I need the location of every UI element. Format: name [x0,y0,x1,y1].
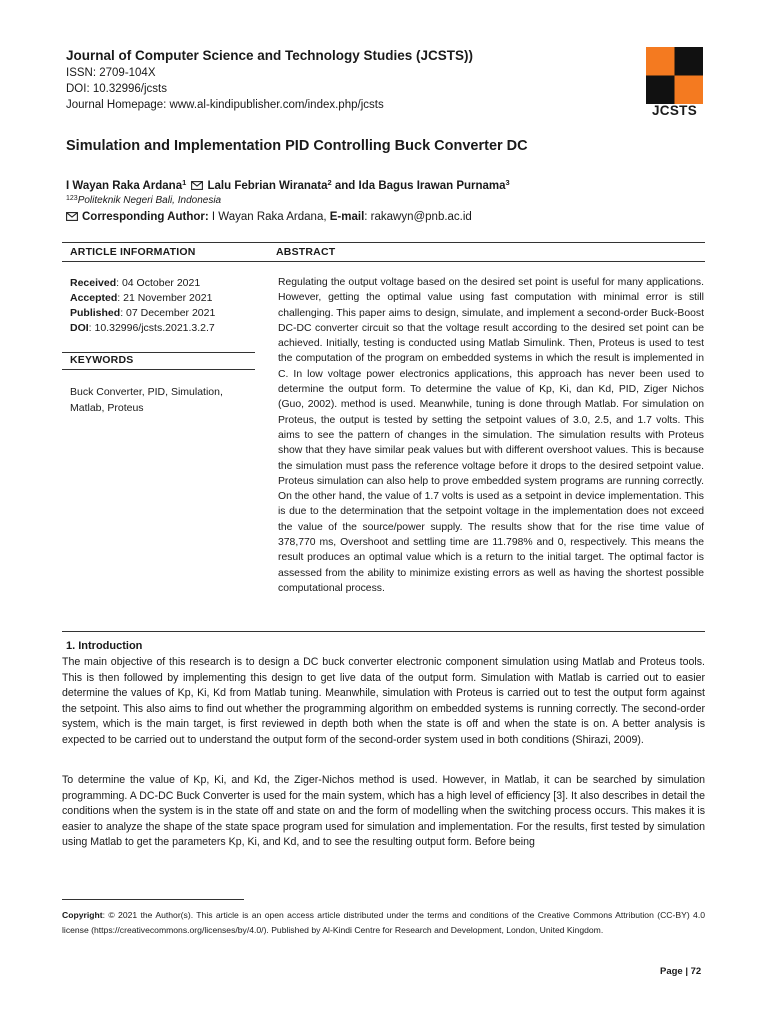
keywords-line-1: Buck Converter, PID, Simulation, [70,386,223,398]
accepted-date: Accepted: 21 November 2021 [70,292,213,304]
journal-logo [646,47,703,104]
affiliation-sup: 123 [66,195,78,202]
footnote-divider [62,899,244,900]
affiliation [66,195,221,206]
article-info-heading: ARTICLE INFORMATION [70,246,196,258]
author-3-name: Ida Bagus Irawan Purnama [358,180,506,192]
affiliation-text: Politeknik Negeri Bali, Indonesia [77,195,222,206]
author-2-name: Lalu Febrian Wiranata [207,180,328,192]
paper-title: Simulation and Implementation PID Controlling Buck Converter DC [66,138,528,154]
intro-paragraph-2: To determine the value of Kp, Ki, and Kd, the Ziger-Nichos method is used. However, in Matlab, it can be searched by simulation programming. A DC-DC Buck Converter is used for the main system, which has a high level of efficiency [3]. It also describes in detail the conditions when the system is in the state off and state on and the form of modelling when the switching process occurs. This makes it is easier to analyze the shape of the state space program used for simulation and implementation. For the results, first tested by simulation using Matlab to get the parameters Kp, Ki, and Kd, and to see the resulting output form. Before being [62,774,705,849]
author-1-name: I Wayan Raka Ardana [66,180,183,192]
envelope-icon[interactable] [66,212,78,221]
article-doi[interactable]: DOI: 10.32996/jcsts.2021.3.2.7 [70,322,215,334]
divider-keywords-bottom [62,369,255,370]
received-date: Received: 04 October 2021 [70,277,201,289]
abstract-text: Regulating the output voltage based on the desired set point is useful for many applications. However, getting the optimal value using fast computation with minimal error is still challenging. This paper aims to design, simulate, and implement a second-order Buck-Boost DC-DC converter circuit so that the voltage result according to the desired set point can be achieved. Initially, testing is conducted using Matlab Simulink. Then, Proteus is used to test the computation of the program on embedded systems in which the result is implemented in C. In low voltage power electronics applications, this approach has never been used to determine the output form. To determine the value of Kp, Ki, dan Kd, PID, Ziger Nichos (Guo, 2002). method is used. Meanwhile, tuning is done through Matlab. For simulation on Proteus, the output is tested by setting the setpoint values of 3.0, 2.5, and 1.7 volts. This aims to see the pattern of changes in the simulation. The simulation results with Proteus show that they have similar peak values but with different overshoot values. This is because the simulation must pass the reference voltage before it drops to the desired setpoint value. Proteus simulation can also help to prove embedded system programs are running correctly. On the other hand, the value of 1.7 volts is used as a setpoint in device implementation. This is due to the determination that the setpoint voltage in the implementation does not exceed the value of the source/power supply. The results show that for the rise time value of 378,770 ms, Overshoot and settling time are 11.798% and 0, respectively. This means the result produces an optimal value which is a return to the initial target. The optimal factor is assessed from the ability to minimize existing errors as well as having the shortest possible computational process. [278,277,704,594]
divider-abstract-bottom [62,631,705,632]
journal-homepage[interactable]: Journal Homepage: www.al-kindipublisher.com/index.php/jcsts [66,99,384,111]
journal-issn: ISSN: 2709-104X [66,67,156,79]
author-3-sup: 3 [505,178,510,187]
email-label: E-mail [329,211,365,223]
envelope-icon[interactable] [191,181,203,190]
keywords-line-2: Matlab, Proteus [70,402,144,414]
intro-paragraph-1: The main objective of this research is to design a DC buck converter electronic component simulation using Matlab and Proteus tools. This is then followed by implementing this design to get live data of the output form. Simulation with Matlab is carried out to easier determine the values of Kp, Ki, Kd from Matlab tuning. Meanwhile, simulation with Proteus is carried out to test the output form against the setpoint. This also aims to find out whether the programming algorithm on embedded systems is running correctly. The second-order system, which is the main target, is first reviewed in depth both when the state is off and when the state is on. A better analysis is expected to be carried out to understand the output form of the second-order system used in both conditions (Shirazi, 2009). [62,656,705,746]
author-2-sup: 2 [327,178,332,187]
corresponding-name: I Wayan Raka Ardana, [211,211,327,223]
divider-keywords-top [62,352,255,353]
published-date: Published: 07 December 2021 [70,307,216,319]
corresponding-author [66,211,472,223]
author-and: and [334,180,356,192]
divider-header [62,261,705,262]
divider-top [62,242,705,243]
section-heading-introduction: 1. Introduction [66,640,143,652]
journal-title: Journal of Computer Science and Technology Studies (JCSTS)) [66,48,474,63]
abstract-heading: ABSTRACT [276,246,336,258]
author-list [66,178,510,192]
logo-text: JCSTS [651,103,697,118]
corresponding-label: Corresponding Author: [82,211,209,223]
journal-doi: DOI: 10.32996/jcsts [66,83,167,95]
page-number: Page | 72 [660,966,702,977]
corresponding-email[interactable]: : rakawyn@pnb.ac.id [364,211,472,223]
keywords-heading: KEYWORDS [70,354,134,366]
author-1-sup: 1 [182,178,187,187]
copyright-footnote: Copyright: © 2021 the Author(s). This article is an open access article distributed under the terms and conditions of the Creative Commons Attribution (CC-BY) 4.0 license (https://creativecommons.org/licenses/by/4.0/). Published by Al-Kindi Centre for Research and Development, London, United Kingdom. [62,910,705,935]
keywords-list [70,384,270,416]
